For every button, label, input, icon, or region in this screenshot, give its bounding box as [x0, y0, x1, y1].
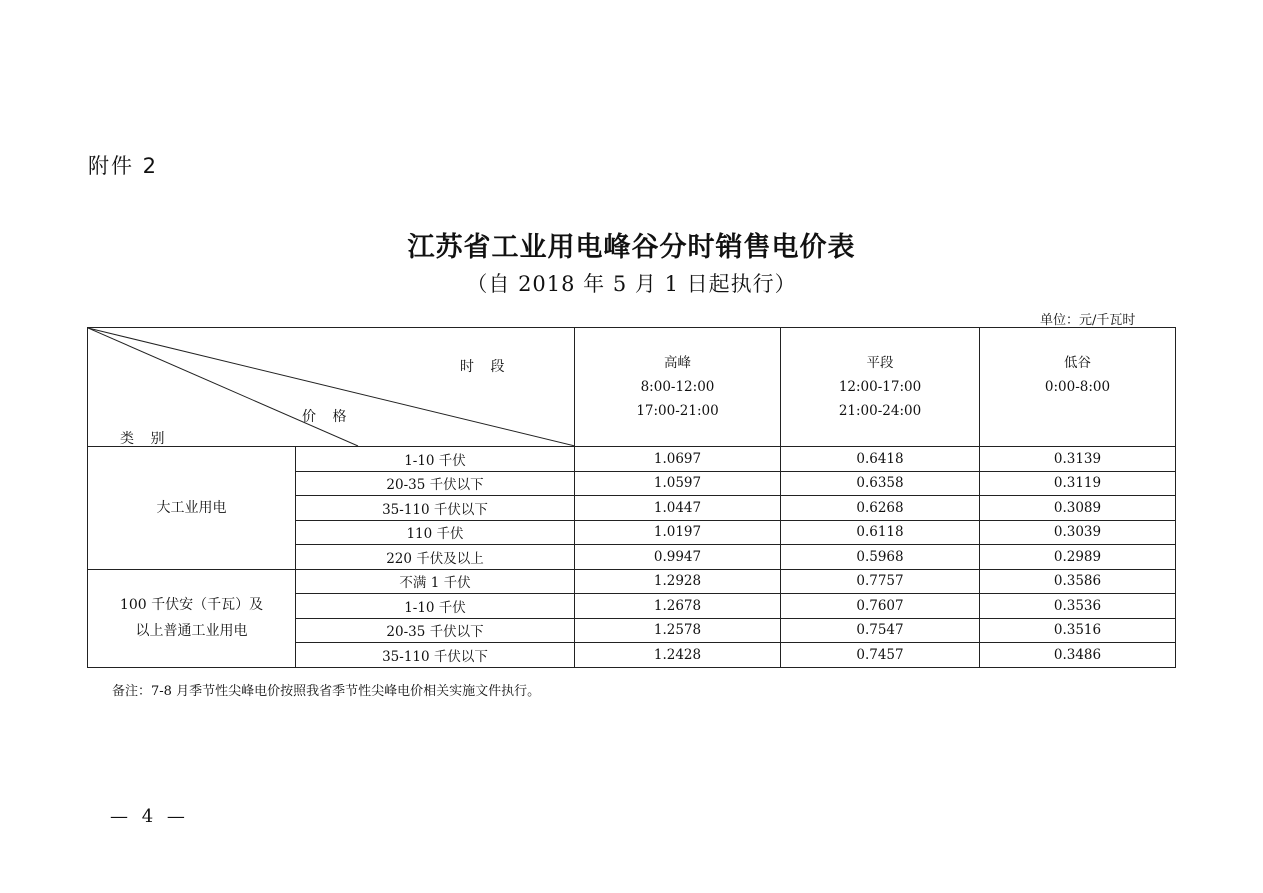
flat-price-cell: 0.5968: [781, 545, 980, 570]
flat-price-cell: 0.6418: [781, 447, 980, 472]
valley-price-cell: 0.3089: [980, 496, 1176, 521]
valley-price-cell: 0.3139: [980, 447, 1176, 472]
category-line: 100 千伏安（千瓦）及: [119, 597, 264, 613]
column-time-line: 12:00-17:00: [838, 379, 922, 395]
peak-price-cell: 1.0197: [575, 520, 781, 545]
column-header-peak: [575, 328, 781, 447]
table-row: [88, 447, 1176, 472]
voltage-cell: 220 千伏及以上: [296, 545, 575, 570]
valley-price-cell: 0.3039: [980, 520, 1176, 545]
footnote: 备注：7-8 月季节性尖峰电价按照我省季节性尖峰电价相关实施文件执行。: [112, 684, 541, 699]
valley-price-cell: 0.3516: [980, 618, 1176, 643]
flat-price-cell: 0.6118: [781, 520, 980, 545]
category-line: 以上普通工业用电: [135, 623, 248, 639]
flat-price-cell: 0.7547: [781, 618, 980, 643]
flat-price-cell: 0.7457: [781, 643, 980, 668]
unit-label: 单位：元/千瓦时: [1040, 313, 1136, 328]
flat-price-cell: 0.7607: [781, 594, 980, 619]
peak-price-cell: 1.0697: [575, 447, 781, 472]
voltage-cell: 110 千伏: [296, 520, 575, 545]
flat-price-cell: 0.6358: [781, 471, 980, 496]
attachment-label: 附件 2: [88, 154, 159, 178]
valley-price-cell: 0.3486: [980, 643, 1176, 668]
column-time-line: [980, 399, 1175, 423]
category-cell: [88, 569, 296, 667]
column-time-line: 0:00-8:00: [1044, 379, 1111, 395]
peak-price-cell: 1.2928: [575, 569, 781, 594]
page-number: — 4 —: [110, 806, 189, 827]
voltage-cell: 35-110 千伏以下: [296, 643, 575, 668]
flat-price-cell: 0.7757: [781, 569, 980, 594]
peak-price-cell: 1.2678: [575, 594, 781, 619]
valley-price-cell: 0.3536: [980, 594, 1176, 619]
diag-label-time: 时 段: [460, 359, 511, 375]
flat-price-cell: 0.6268: [781, 496, 980, 521]
peak-price-cell: 1.0447: [575, 496, 781, 521]
column-name: 低谷: [1064, 355, 1091, 371]
voltage-cell: 1-10 千伏: [296, 447, 575, 472]
price-table: [87, 327, 1176, 668]
column-name: 平段: [866, 355, 894, 371]
peak-price-cell: 1.0597: [575, 471, 781, 496]
document-title: 江苏省工业用电峰谷分时销售电价表: [407, 232, 856, 263]
diag-label-category: 类 别: [120, 431, 171, 447]
column-time-line: 21:00-24:00: [838, 403, 922, 419]
document-subtitle: （自 2018 年 5 月 1 日起执行）: [466, 272, 797, 296]
column-header-valley: [980, 328, 1176, 447]
peak-price-cell: 0.9947: [575, 545, 781, 570]
voltage-cell: 1-10 千伏: [296, 594, 575, 619]
valley-price-cell: 0.3586: [980, 569, 1176, 594]
valley-price-cell: 0.2989: [980, 545, 1176, 570]
diag-label-price: 价 格: [302, 409, 353, 425]
table-row: [88, 569, 1176, 594]
column-name: 高峰: [664, 355, 691, 371]
peak-price-cell: 1.2578: [575, 618, 781, 643]
category-line: 大工业用电: [156, 499, 227, 516]
peak-price-cell: 1.2428: [575, 643, 781, 668]
column-time-line: 8:00-12:00: [640, 379, 715, 395]
voltage-cell: 不满 1 千伏: [296, 569, 575, 594]
column-header-flat: [781, 328, 980, 447]
table-header-row: [88, 328, 1176, 447]
voltage-cell: 20-35 千伏以下: [296, 471, 575, 496]
voltage-cell: 20-35 千伏以下: [296, 618, 575, 643]
valley-price-cell: 0.3119: [980, 471, 1176, 496]
diagonal-header-cell: [88, 328, 575, 447]
voltage-cell: 35-110 千伏以下: [296, 496, 575, 521]
column-time-line: 17:00-21:00: [636, 403, 719, 419]
category-cell: [88, 447, 296, 570]
